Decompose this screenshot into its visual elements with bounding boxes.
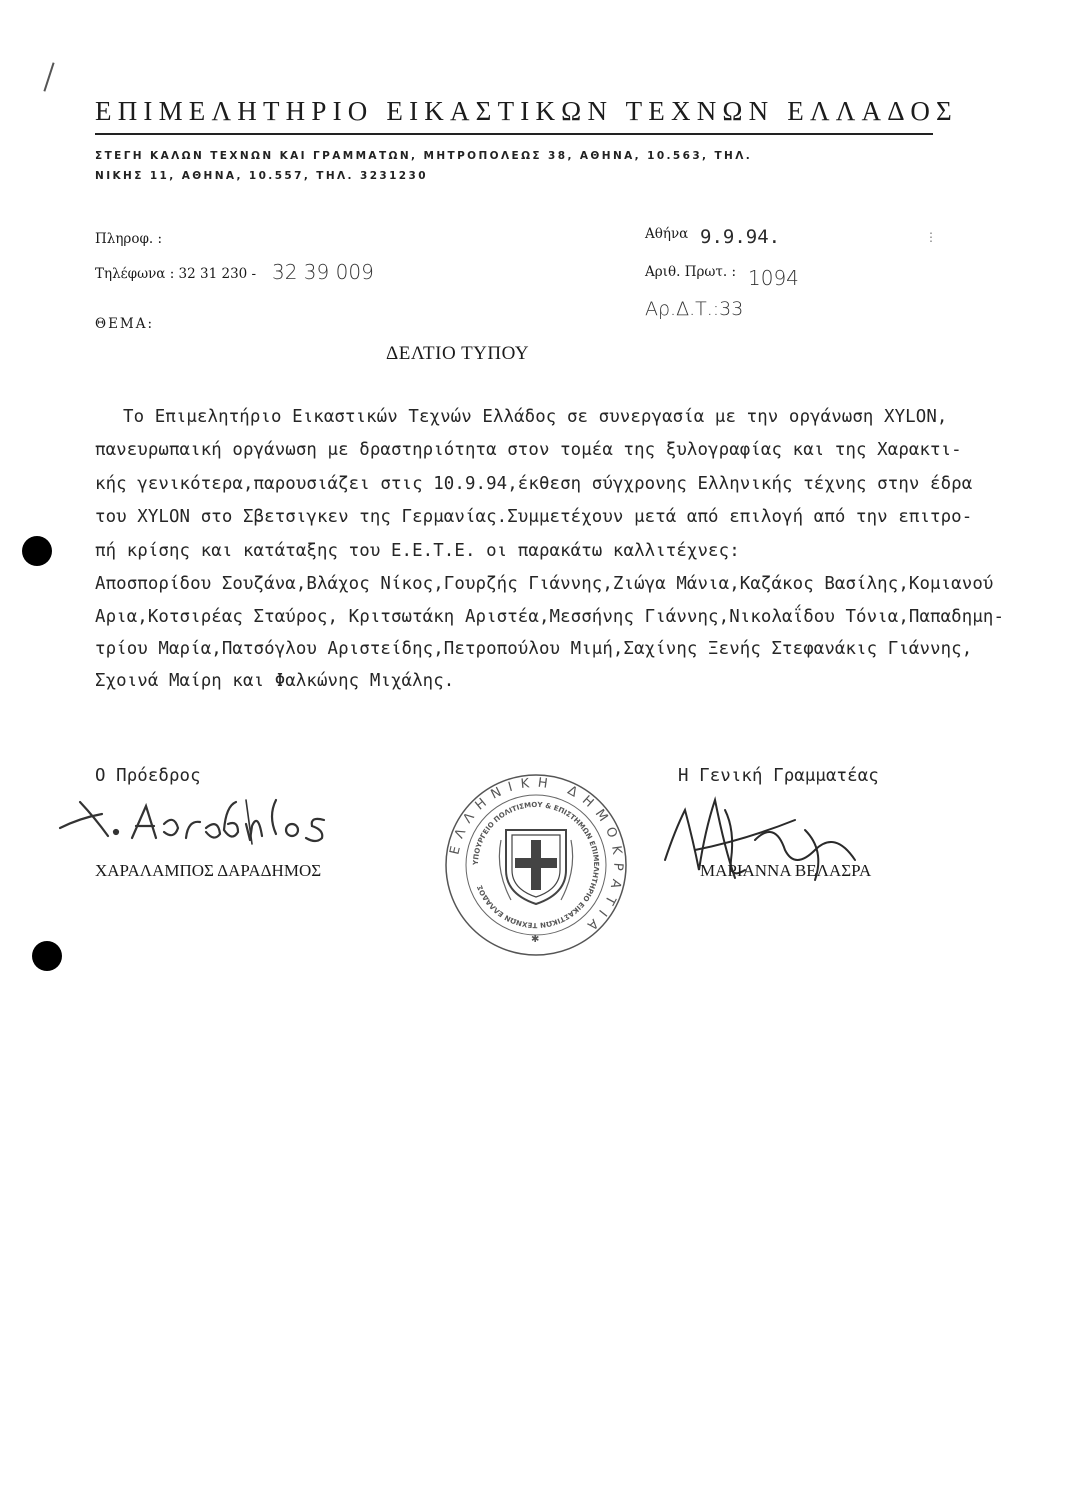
info-label: Πληροφ. : xyxy=(95,231,163,247)
margin-dots: ⋮ xyxy=(925,230,937,244)
body-line: κής γενικότερα,παρουσιάζει στις 10.9.94,έκθεση σύγχρονης Ελληνικής τέχνης στην έδρα xyxy=(95,474,973,494)
body-line: τρίου Μαρία,Πατσόγλου Αριστείδης,Πετροπούλου Μιμή,Σαχίνης Ξενής Στεφανάκις Γιάννης, xyxy=(95,639,973,659)
secretary-role: Η Γενική Γραμματέας xyxy=(678,766,879,786)
body-line: του XYLON στο Σβετσιγκεν της Γερμανίας.Συμμετέχουν μετά από επιλογή από την επιτρο- xyxy=(95,507,973,527)
press-release-number: Αρ.Δ.Τ.:33 xyxy=(645,298,744,320)
address-line-1: ΣΤΕΓΗ ΚΑΛΩΝ ΤΕΧΝΩΝ ΚΑΙ ΓΡΑΜΜΑΤΩΝ, ΜΗΤΡΟΠΟΛΕΩΣ 38, ΑΘΗΝΑ, 10.563, ΤΗΛ. xyxy=(95,150,753,162)
body-line: Αρια,Κοτσιρέας Σταύρος, Κριτσωτάκη Αριστέα,Μεσσήνης Γιάννης,Νικολαΐδου Τόνια,Παπαδημη- xyxy=(95,607,1005,627)
punch-hole-top xyxy=(22,536,52,566)
margin-mark xyxy=(43,62,54,91)
president-name: ΧΑΡΑΛΑΜΠΟΣ ΔΑΡΑΔΗΜΟΣ xyxy=(95,861,322,880)
body-line: Το Επιμελητήριο Εικαστικών Τεχνών Ελλάδος σε συνεργασία με την οργάνωση XYLON, xyxy=(123,407,948,427)
body-line: Αποσπορίδου Σουζάνα,Βλάχος Νίκος,Γουρζής Γιάννης,Ζιώγα Μάνια,Καζάκος Βασίλης,Κομιανού xyxy=(95,574,994,594)
official-seal xyxy=(443,770,629,960)
protocol-label: Αριθ. Πρωτ. : xyxy=(645,264,737,280)
phones-extra: 32 39 009 xyxy=(272,260,374,284)
protocol-number: 1094 xyxy=(748,266,799,290)
president-signature xyxy=(40,780,340,850)
svg-text:ΥΠΟΥΡΓΕΙΟ ΠΟΛΙΤΙΣΜΟΥ & ΕΠΙΣΤΗΜ: ΥΠΟΥΡΓΕΙΟ ΠΟΛΙΤΙΣΜΟΥ & ΕΠΙΣΤΗΜΩΝ ΕΠΙΜΕΛΗΤΗΡΙΟ ΕΙΚΑΣΤΙΚΩΝ ΤΕΧΝΩΝ ΕΛΛΑΔΟΣ xyxy=(471,800,601,930)
body-line: πή κρίσης και κατάταξης του Ε.Ε.Τ.Ε. οι παρακάτω καλλιτέχνες: xyxy=(95,541,740,561)
address-line-2: ΝΙΚΗΣ 11, ΑΘΗΝΑ, 10.557, ΤΗΛ. 3231230 xyxy=(95,170,428,182)
secretary-name: ΜΑΡΙΑΝΝΑ ΒΕΛΑΣΡΑ xyxy=(700,861,872,880)
organization-name: ΕΠΙΜΕΛΗΤΗΡΙΟ ΕΙΚΑΣΤΙΚΩΝ ΤΕΧΝΩΝ ΕΛΛΑΔΟΣ xyxy=(95,96,958,126)
body-line: πανευρωπαική οργάνωση με δραστηριότητα στον τομέα της ξυλογραφίας και της Χαρακτι- xyxy=(95,440,962,460)
place-label: Αθήνα xyxy=(645,226,689,242)
document-title: ΔΕΛΤΙΟ ΤΥΠΟΥ xyxy=(386,343,530,364)
president-role: Ο Πρόεδρος xyxy=(95,766,201,786)
date-value: 9.9.94. xyxy=(700,226,781,248)
phones-label: Τηλέφωνα : 32 31 230 - xyxy=(95,266,257,282)
subject-label: ΘΕΜΑ: xyxy=(95,316,155,332)
punch-hole-bottom xyxy=(32,941,62,971)
body-line: Σχοινά Μαίρη και Φαλκώνης Μιχάλης. xyxy=(95,671,455,691)
letterhead-rule xyxy=(95,133,933,135)
svg-text:ΕΛΛΗΝΙΚΗ ΔΗΜΟΚΡΑΤΙΑ: ΕΛΛΗΝΙΚΗ ΔΗΜΟΚΡΑΤΙΑ xyxy=(447,775,626,938)
svg-text:✱: ✱ xyxy=(531,934,540,945)
